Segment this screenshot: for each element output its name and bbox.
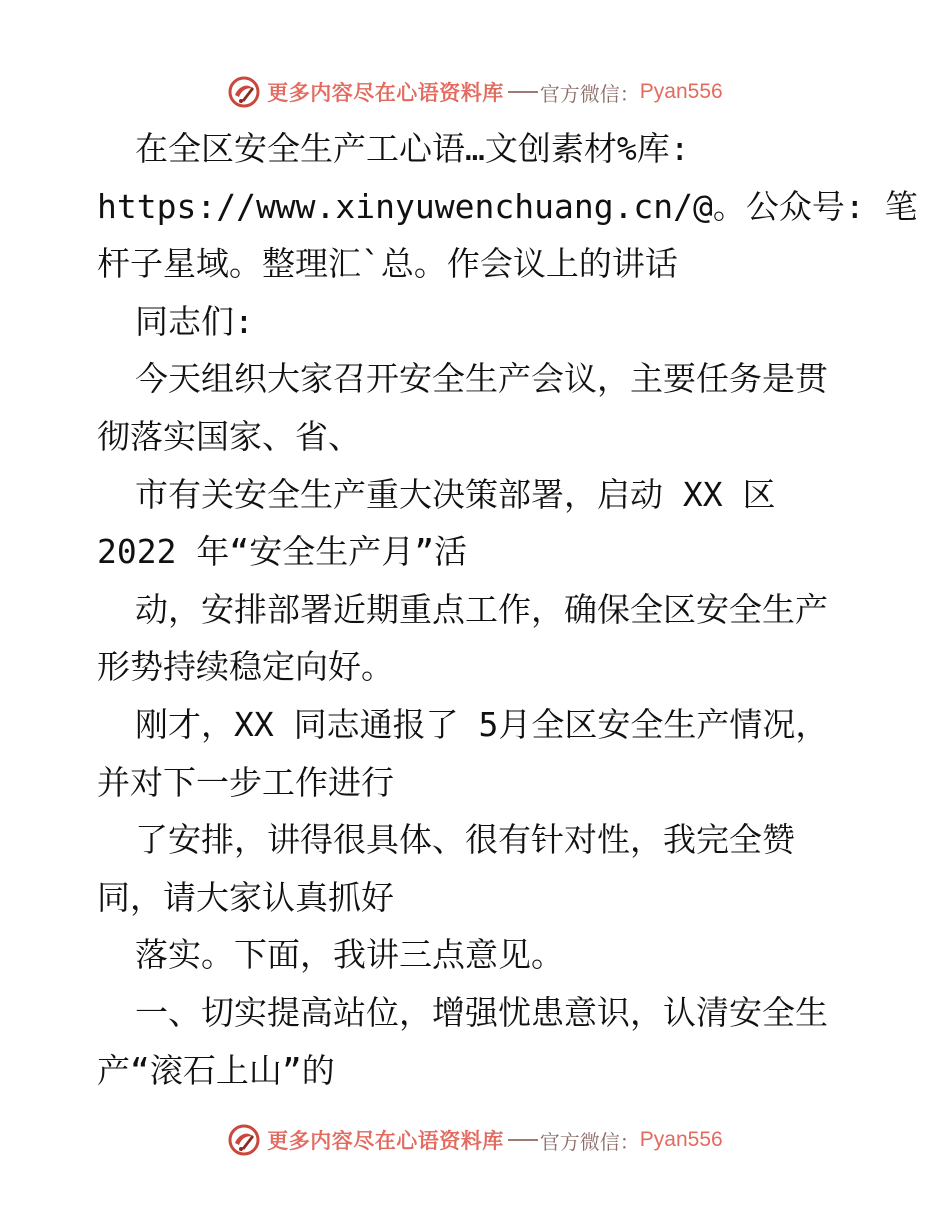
body-line: 2022 年“安全生产月”活 — [97, 532, 468, 572]
footer-banner — [0, 1120, 950, 1160]
body-line: 一、切实提高站位，增强忧患意识，认清安全生 — [135, 992, 828, 1032]
body-line: 市有关安全生产重大决策部署，启动 XX 区 — [135, 474, 776, 514]
banner-wechat-id: Pyan556 — [639, 1128, 723, 1151]
body-line: 今天组织大家召开安全生产会议，主要任务是贯 — [135, 359, 828, 399]
body-line: 杆子星域。整理汇`总。作会议上的讲话 — [97, 244, 678, 284]
document-body — [97, 120, 918, 1099]
body-line: 形势持续稳定向好。 — [97, 647, 394, 687]
body-line: 同，请大家认真抓好 — [97, 877, 394, 917]
body-line: 在全区安全生产工心语…文创素材%库: — [135, 129, 690, 168]
banner-wechat-id: Pyan556 — [639, 80, 723, 103]
banner-sub-text: 官方微信： — [539, 81, 640, 106]
red-swirl-pen-logo-icon — [227, 1123, 261, 1157]
body-line: 刚才，XX 同志通报了 5月全区安全生产情况， — [135, 704, 829, 744]
header-banner — [0, 72, 950, 112]
body-line: https://www.xinyuwenchuang.cn/@。公众号: 笔 — [97, 186, 918, 226]
red-swirl-pen-logo-icon — [227, 75, 261, 109]
banner-main-text: 更多内容尽在心语资料库 — [267, 80, 504, 105]
body-line: 产“滚石上山”的 — [97, 1050, 335, 1090]
banner-sub-text: 官方微信： — [539, 1129, 640, 1154]
body-line: 落实。下面，我讲三点意见。 — [135, 935, 564, 975]
body-line: 了安排，讲得很具体、很有针对性，我完全赞 — [135, 820, 795, 860]
body-line: 同志们: — [135, 301, 254, 341]
body-line: 彻落实国家、省、 — [97, 416, 361, 456]
banner-dash — [508, 91, 538, 93]
banner-dash — [508, 1139, 538, 1141]
banner-main-text: 更多内容尽在心语资料库 — [267, 1128, 504, 1153]
body-line: 并对下一步工作进行 — [97, 762, 394, 802]
body-line: 动，安排部署近期重点工作，确保全区安全生产 — [135, 589, 828, 629]
